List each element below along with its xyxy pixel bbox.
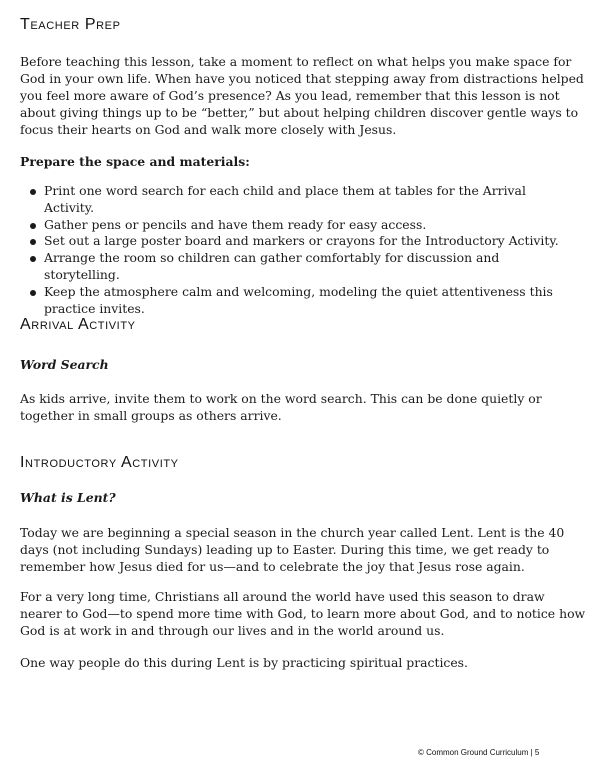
materials-label: Prepare the space and materials: — [20, 154, 250, 169]
list-item: Gather pens or pencils and have them ready for easy access. — [20, 217, 560, 234]
list-item: Print one word search for each child and place them at tables for the Arrival Activity. — [20, 183, 560, 217]
materials-list — [20, 183, 560, 317]
lent-paragraph-1: Today we are beginning a special season in the church year called Lent. Lent is the 40 days (not including Sundays) leading up to Easter. During this time, we get ready to remember how Jesus died for us—and to celebrate the joy that Jesus rose again. — [20, 525, 565, 574]
word-search-subheading: Word Search — [20, 357, 109, 372]
list-item: Set out a large poster board and markers or crayons for the Introductory Activity. — [20, 233, 560, 250]
arrival-activity-heading: Arrival Activity — [20, 316, 136, 333]
introductory-activity-heading: Introductory Activity — [20, 454, 179, 471]
lent-paragraph-3: One way people do this during Lent is by practicing spiritual practices. — [20, 655, 468, 670]
page-footer: © Common Ground Curriculum | 5 — [418, 748, 540, 757]
what-is-lent-subheading: What is Lent? — [20, 490, 116, 505]
list-item: Keep the atmosphere calm and welcoming, modeling the quiet attentiveness this practice invites. — [20, 284, 560, 318]
lent-paragraph-2: For a very long time, Christians all around the world have used this season to draw nearer to God—to spend more time with God, to learn more about God, and to notice how God is at work in and through our lives and in the world around us. — [20, 589, 586, 638]
arrival-activity-text: As kids arrive, invite them to work on the word search. This can be done quietly or together in small groups as others arrive. — [20, 391, 542, 423]
teacher-prep-heading: Teacher Prep — [20, 16, 121, 33]
list-item: Arrange the room so children can gather comfortably for discussion and storytelling. — [20, 250, 560, 284]
teacher-prep-intro: Before teaching this lesson, take a moment to reflect on what helps you make space for God in your own life. When have you noticed that stepping away from distractions helped you feel more aware of God’s presence? As you lead, remember that this lesson is not about giving things up to be “better,” but about helping children discover gentle ways to focus their hearts on God and walk more closely with Jesus. — [20, 54, 584, 137]
